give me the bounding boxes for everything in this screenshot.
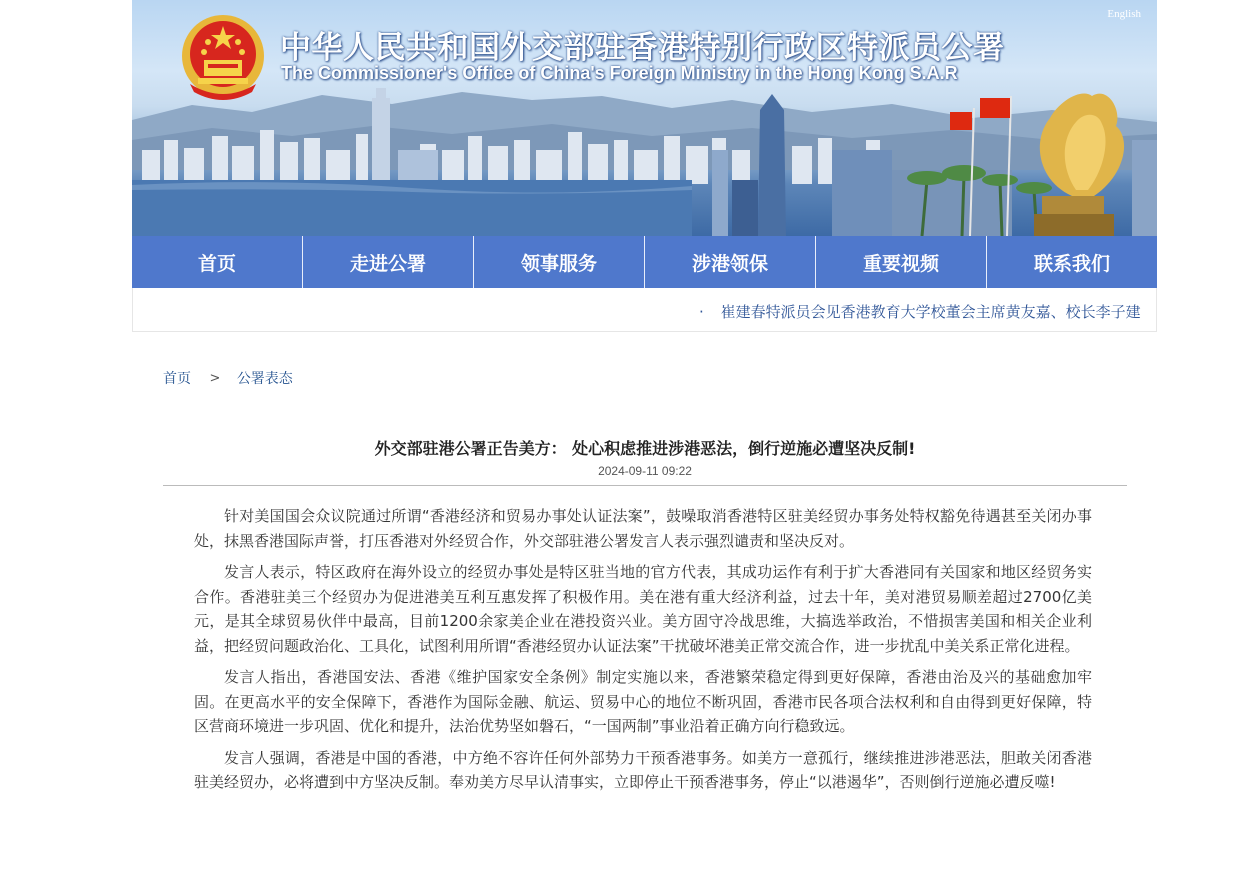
article-paragraph: 发言人指出，香港国安法、香港《维护国家安全条例》制定实施以来，香港繁荣稳定得到更好保障，香港由治及兴的基础愈加牢固。在更高水平的安全保障下，香港作为国际金融、航运、贸易中心的地位不断巩固，香港市民各项合法权利和自由得到更好保障，特区营商环境进一步巩固、优化和提升，法治优势坚如磐石，“一国两制”事业沿着正确方向行稳致远。 <box>194 668 1092 735</box>
nav-item-protection[interactable]: 涉港领保 <box>645 236 816 288</box>
nav-item-consular[interactable]: 领事服务 <box>474 236 645 288</box>
title-divider <box>163 485 1127 486</box>
breadcrumb <box>163 368 293 388</box>
news-ticker <box>132 288 1157 332</box>
english-link[interactable]: English <box>1107 8 1141 20</box>
main-nav <box>132 236 1157 288</box>
nav-item-about[interactable]: 走进公署 <box>303 236 474 288</box>
nav-item-home[interactable]: 首页 <box>132 236 303 288</box>
header-banner <box>132 0 1157 236</box>
nav-item-videos[interactable]: 重要视频 <box>816 236 987 288</box>
ticker-headline-link[interactable]: 崔建春特派员会见香港教育大学校董会主席黄友嘉、校长李子建 <box>720 303 1141 321</box>
article-title: 外交部驻港公署正告美方： 处心积虑推进涉港恶法，倒行逆施必遭坚决反制! <box>374 439 916 458</box>
ticker-bullet: · <box>699 303 704 321</box>
hk-flag-icon <box>950 112 972 130</box>
national-emblem-icon <box>180 12 266 102</box>
article-paragraph: 发言人强调，香港是中国的香港，中方绝不容许任何外部势力干预香港事务。如美方一意孤行，继续推进涉港恶法，胆敢关闭香港驻美经贸办，必将遭到中方坚决反制。奉劝美方尽早认清事实，立即停止干预香港事务，停止“以港遏华”，否则倒行逆施必遭反噬! <box>194 748 1092 791</box>
breadcrumb-home-link[interactable]: 首页 <box>163 371 191 387</box>
nav-item-contact[interactable]: 联系我们 <box>1033 252 1110 275</box>
site-title-en: The Commissioner's Office of China's Foreign Ministry in the Hong Kong S.A.R <box>281 63 958 83</box>
article-paragraph: 针对美国国会众议院通过所谓“香港经济和贸易办事处认证法案”，鼓噪取消香港特区驻美经贸办事务处特权豁免待遇甚至关闭办事处，抹黑香港国际声誉，打压香港对外经贸合作，外交部驻港公署发言人表示强烈谴责和坚决反对。 <box>194 507 1092 550</box>
cn-flag-icon <box>980 98 1010 118</box>
article-body <box>194 504 1092 802</box>
article-date: 2024-09-11 09:22 <box>598 464 692 478</box>
article-paragraph: 发言人表示，特区政府在海外设立的经贸办事处是特区驻当地的官方代表，其成功运作有利于扩大香港同有关国家和地区经贸务实合作。香港驻美三个经贸办为促进港美互利互惠发挥了积极作用。美在港有重大经济利益，过去十年，美对港贸易顺差超过2700亿美元，是其全球贸易伙伴中最高，目前1200余家美企业在港投资兴业。美方固守冷战思维，大搞选举政治，不惜损害美国和相关企业利益，把经贸问题政治化、工具化，试图利用所谓“香港经贸办认证法案”干扰破坏港美正常交流合作，进一步扰乱中美关系正常化进程。 <box>194 563 1092 655</box>
page-container <box>132 0 1157 332</box>
breadcrumb-current-link[interactable]: 公署表态 <box>236 371 293 387</box>
site-title-cn: 中华人民共和国外交部驻香港特别行政区特派员公署 <box>280 30 1005 66</box>
chevron-right-icon: > <box>209 370 221 386</box>
